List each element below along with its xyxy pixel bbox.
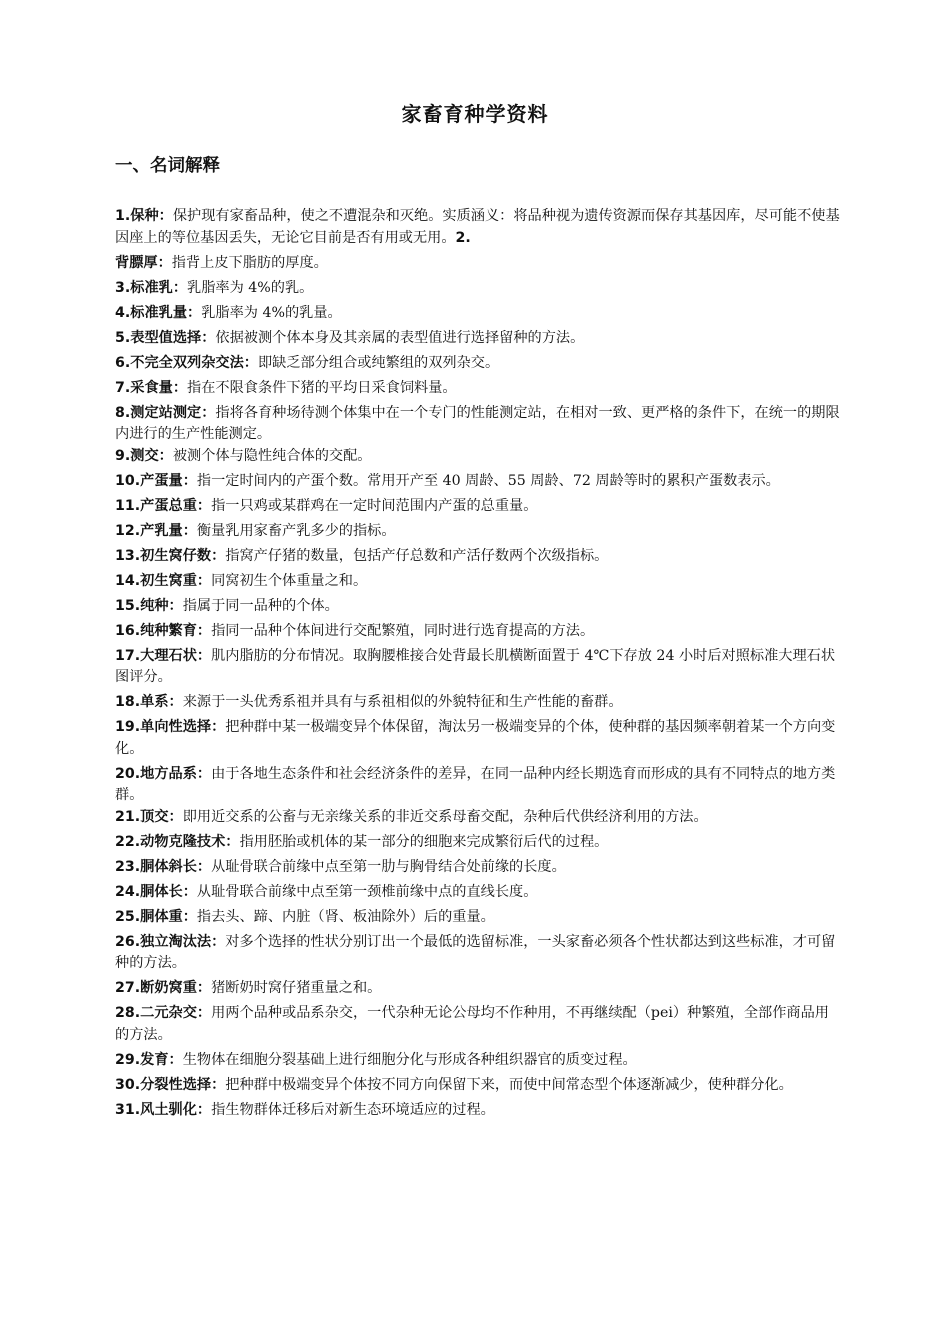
entry-definition: 被测个体与隐性纯合体的交配。: [172, 447, 372, 464]
glossary-entry: [115, 646, 840, 689]
entry-term: 25.胴体重：: [115, 908, 197, 925]
glossary-entry: [115, 1100, 840, 1122]
glossary-entry: [115, 206, 840, 249]
entry-term: 28.二元杂交：: [115, 1005, 212, 1021]
entry-definition: 即缺乏部分组合或纯繁组的双列杂交。: [257, 354, 500, 371]
glossary-entry: [115, 832, 840, 854]
entry-term: 4.标准乳量：: [115, 304, 202, 321]
entry-definition: 把种群中极端变异个体按不同方向保留下来，而使中间常态型个体逐渐减少，使种群分化。: [225, 1076, 793, 1093]
glossary-entry: [115, 807, 840, 829]
entry-definition: 生物体在细胞分裂基础上进行细胞分化与形成各种组织器官的质变过程。: [182, 1051, 637, 1068]
section-heading: 一、名词解释: [115, 156, 220, 176]
entry-term: 20.地方品系：: [115, 765, 212, 782]
entry-term: 16.纯种繁育：: [115, 622, 212, 639]
glossary-entry: [115, 857, 840, 879]
glossary-entry: [115, 496, 840, 518]
entry-term: 24.胴体长：: [115, 883, 197, 900]
glossary-entry: [115, 378, 840, 400]
glossary-entry: [115, 446, 840, 468]
entry-term: 30.分裂性选择：: [115, 1076, 226, 1093]
entry-definition: 指窝产仔猪的数量，包括产仔总数和产活仔数两个次级指标。: [225, 547, 609, 564]
entry-term: 26.独立淘汰法：: [115, 933, 226, 950]
glossary-entry: [115, 978, 840, 1000]
entry-definition: 指一只鸡或某群鸡在一定时间范围内产蛋的总重量。: [211, 497, 538, 514]
entry-term: 18.单系：: [115, 694, 183, 710]
entry-term: 15.纯种：: [115, 597, 183, 614]
entry-term: 13.初生窝仔数：: [115, 547, 226, 564]
entry-term: 6.不完全双列杂交法：: [115, 354, 258, 371]
entry-term: 1.保种：: [115, 208, 173, 224]
entry-definition: 乳脂率为 4%的乳。: [187, 279, 314, 296]
entry-definition: 从耻骨联合前缘中点至第一颈椎前缘中点的直线长度。: [196, 883, 538, 900]
glossary-entry: [115, 932, 840, 975]
entry-term: 21.顶交：: [115, 808, 183, 825]
glossary-entry: [115, 253, 840, 275]
glossary-entry: [115, 1075, 840, 1097]
entry-term: 31.风土驯化：: [115, 1101, 212, 1118]
entry-term: 12.产乳量：: [115, 522, 197, 539]
entry-term: 11.产蛋总重：: [115, 497, 212, 514]
entry-definition: 指属于同一品种的个体。: [182, 597, 339, 614]
glossary-entry: [115, 1003, 840, 1046]
entry-term: 5.表型值选择：: [115, 329, 216, 346]
glossary-entry: [115, 571, 840, 593]
glossary-entry: [115, 328, 840, 350]
glossary-entry: [115, 353, 840, 375]
entry-definition: 对多个选择的性状分别订出一个最低的选留标准，一头家畜必须各个性状都达到这些标准，才可留种的方法。: [115, 933, 836, 971]
entry-definition: 由于各地生态条件和社会经济条件的差异，在同一品种内经长期选育而形成的具有不同特点的地方类群。: [115, 765, 836, 803]
entry-definition: 保护现有家畜品种，使之不遭混杂和灭绝。实质涵义：将品种视为遗传资源而保存其基因库，尽可能不使基因座上的等位基因丢失，无论它目前是否有用或无用。: [115, 208, 840, 246]
entry-definition: 用两个品种或品系杂交，一代杂种无论公母均不作种用，不再继续配（pei）种繁殖，全部作商品用的方法。: [115, 1005, 829, 1043]
entry-term: 22.动物克隆技术：: [115, 833, 240, 850]
entry-term: 3.标准乳：: [115, 279, 188, 296]
entry-definition: 指在不限食条件下猪的平均日采食饲料量。: [187, 379, 457, 396]
entry-term: 10.产蛋量：: [115, 472, 197, 489]
document-title: 家畜育种学资料: [401, 102, 549, 126]
entry-definition: 来源于一头优秀系祖并具有与系祖相似的外貌特征和生产性能的畜群。: [182, 694, 623, 710]
glossary-entry: [115, 621, 840, 643]
glossary-entry: [115, 596, 840, 618]
entry-term: 27.断奶窝重：: [115, 980, 212, 996]
glossary-entry: [115, 521, 840, 543]
glossary-entry: [115, 882, 840, 904]
entry-definition: 即用近交系的公畜与无亲缘关系的非近交系母畜交配，杂种后代供经济利用的方法。: [182, 808, 708, 825]
entry-definition: 乳脂率为 4%的乳量。: [201, 304, 342, 321]
entry-definition: 依据被测个体本身及其亲属的表型值进行选择留种的方法。: [215, 329, 585, 346]
entry-definition: 从耻骨联合前缘中点至第一肋与胸骨结合处前缘的长度。: [211, 858, 566, 875]
entry-definition: 指去头、蹄、内脏（肾、板油除外）后的重量。: [196, 908, 495, 925]
glossary-entry: [115, 546, 840, 568]
entry-definition: 指同一品种个体间进行交配繁殖，同时进行选育提高的方法。: [211, 622, 595, 639]
glossary-entry: [115, 907, 840, 929]
entry-term: 背膘厚：: [115, 254, 172, 271]
glossary-entry: [115, 278, 840, 300]
glossary-entry: [115, 471, 840, 493]
entry-term: 23.胴体斜长：: [115, 858, 212, 875]
entry-definition: 肌内脂肪的分布情况。取胸腰椎接合处背最长肌横断面置于 4℃下存放 24 小时后对照标准大理石状图评分。: [115, 647, 836, 685]
glossary-entry: [115, 1050, 840, 1072]
entry-number-continuation: 2.: [455, 229, 471, 246]
entry-definition: 衡量乳用家畜产乳多少的指标。: [196, 522, 396, 539]
entry-term: 7.采食量：: [115, 379, 188, 396]
entry-definition: 指一定时间内的产蛋个数。常用开产至 40 周龄、55 周龄、72 周龄等时的累积产蛋数表示。: [196, 472, 780, 489]
entry-term: 17.大理石状：: [115, 647, 212, 664]
glossary-list: [115, 206, 840, 1125]
glossary-entry: [115, 692, 840, 714]
entry-term: 19.单向性选择：: [115, 719, 226, 735]
entry-definition: 同窝初生个体重量之和。: [211, 572, 368, 589]
entry-term: 14.初生窝重：: [115, 572, 212, 589]
entry-definition: 指背上皮下脂肪的厚度。: [171, 254, 328, 271]
glossary-entry: [115, 303, 840, 325]
entry-definition: 猪断奶时窝仔猪重量之和。: [211, 980, 382, 996]
glossary-entry: [115, 403, 840, 446]
entry-term: 8.测定站测定：: [115, 404, 216, 421]
entry-term: 29.发育：: [115, 1051, 183, 1068]
entry-definition: 把种群中某一极端变异个体保留，淘汰另一极端变异的个体，使种群的基因频率朝着某一个方向变化。: [115, 719, 836, 757]
glossary-entry: [115, 717, 840, 760]
entry-term: 9.测交：: [115, 447, 173, 464]
entry-definition: 指将各育种场待测个体集中在一个专门的性能测定站，在相对一致、更严格的条件下，在统一的期限内进行的生产性能测定。: [115, 404, 840, 442]
glossary-entry: [115, 764, 840, 807]
entry-definition: 指生物群体迁移后对新生态环境适应的过程。: [211, 1101, 495, 1118]
entry-definition: 指用胚胎或机体的某一部分的细胞来完成繁衍后代的过程。: [239, 833, 609, 850]
